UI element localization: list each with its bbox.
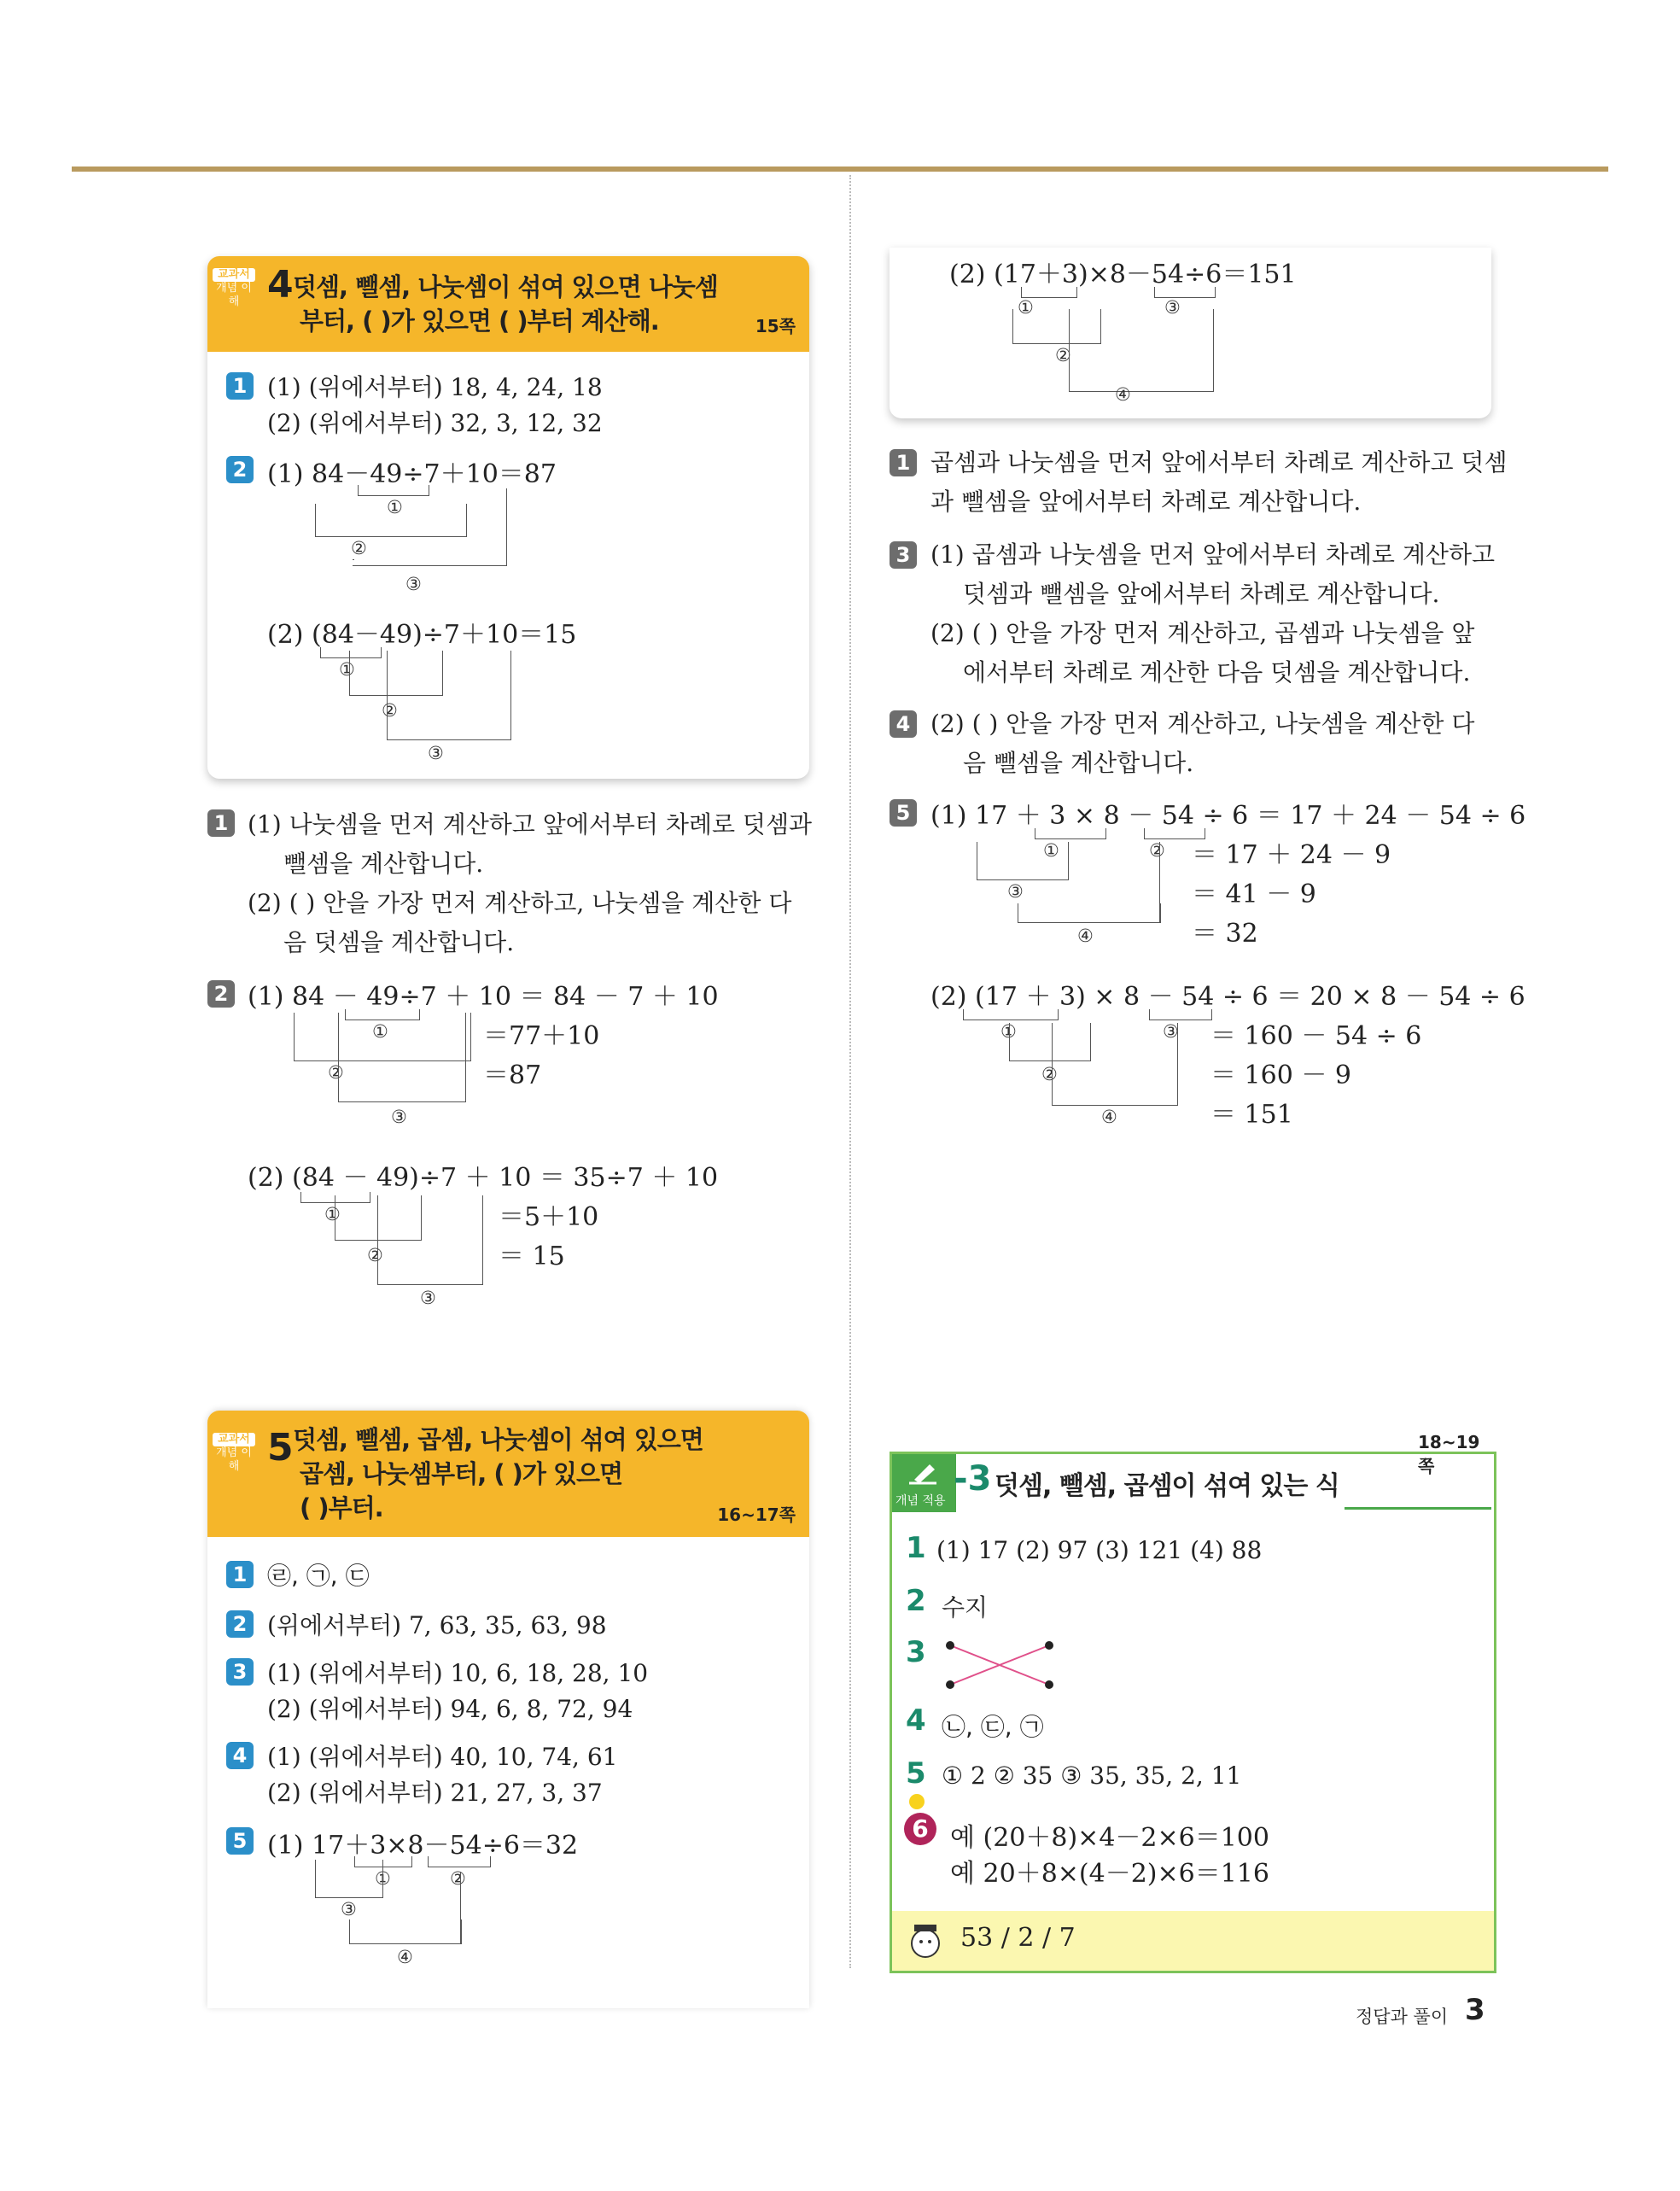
answer-number-4: 4 <box>906 1703 926 1738</box>
textbook-tag: 교과서 개념 이해 <box>213 268 255 309</box>
solution-badge-1: 1 <box>207 809 235 837</box>
order-2: ② <box>382 700 398 721</box>
concept-apply-box-3 <box>890 1432 1496 1973</box>
header-rule <box>72 167 1608 172</box>
section-title-line1: 덧셈, 뺄셈, 곱셈, 나눗셈이 섞여 있으면 <box>293 1425 703 1454</box>
number-badge-1: 1 <box>226 1561 254 1588</box>
order-2: ② <box>328 1062 344 1083</box>
order-3: ③ <box>428 743 444 763</box>
solution-badge-2: 2 <box>207 980 235 1008</box>
solution-5-5-expr1-step3: ＝ 41 － 9 <box>1192 879 1316 909</box>
order-3: ③ <box>391 1107 407 1127</box>
solution-4-1-line3: (2) ( ) 안을 가장 먼저 계산하고, 나눗셈을 계산한 다 <box>248 889 792 917</box>
title-underline <box>1345 1507 1491 1510</box>
apply-answer-2: 수지 <box>942 1593 989 1621</box>
mascot-icon <box>904 1919 947 1962</box>
order-1: ① <box>1018 297 1034 318</box>
solution-5-5-expr1-step2: ＝ 17 ＋ 24 － 9 <box>1192 840 1391 870</box>
section-number: 5 <box>267 1426 294 1469</box>
bonus-answer: 53 / 2 / 7 <box>960 1923 1076 1953</box>
order-4: ④ <box>1077 926 1094 946</box>
solution-5-4-line1: (2) ( ) 안을 가장 먼저 계산하고, 나눗셈을 계산한 다 <box>930 710 1475 738</box>
order-4: ④ <box>397 1947 413 1967</box>
order-1: ① <box>339 659 355 680</box>
solution-badge-5: 5 <box>890 799 917 827</box>
order-2: ② <box>1055 345 1071 365</box>
concept-box-5-continued <box>890 248 1491 418</box>
solution-4-2-expr1-step2: ＝77＋10 <box>483 1021 600 1051</box>
column-divider <box>849 175 851 1968</box>
order-bracket <box>460 1872 461 1943</box>
order-bracket <box>1149 1009 1212 1020</box>
order-1: ① <box>387 497 403 517</box>
smiley-icon <box>909 1794 925 1809</box>
order-bracket <box>1052 1023 1178 1106</box>
answer-3-line1: (1) (위에서부터) 10, 6, 18, 28, 10 <box>267 1659 649 1687</box>
order-bracket <box>1154 287 1216 298</box>
solution-4-2-expr1-step3: ＝87 <box>483 1060 542 1090</box>
order-1: ① <box>372 1021 388 1042</box>
order-2: ② <box>450 1868 466 1889</box>
solution-5-3-line1: (1) 곱셈과 나눗셈을 먼저 앞에서부터 차례로 계산하고 <box>930 540 1496 569</box>
section-title-line2: 부터, ( )가 있으면 ( )부터 계산해. <box>300 307 659 336</box>
section-number: -3 <box>954 1459 992 1499</box>
solution-4-2-expr1: (1) 84 － 49÷7 ＋ 10 ＝ 84 － 7 ＋ 10 <box>248 982 719 1012</box>
answer-1-line2: (2) (위에서부터) 32, 3, 12, 32 <box>267 409 603 437</box>
footer-label: 정답과 풀이 <box>1356 2007 1449 2027</box>
solution-4-2-expr2: (2) (84 － 49)÷7 ＋ 10 ＝ 35÷7 ＋ 10 <box>248 1163 719 1193</box>
order-bracket <box>353 488 507 566</box>
order-2: ② <box>1041 1064 1058 1084</box>
order-bracket <box>1069 309 1214 392</box>
solution-5-5-expr2-step4: ＝ 151 <box>1210 1100 1293 1130</box>
solution-badge-1: 1 <box>890 449 917 476</box>
bonus-answer-bar <box>892 1911 1494 1971</box>
answer-row-1 <box>226 371 254 400</box>
order-4: ④ <box>1101 1107 1117 1127</box>
order-bracket <box>1018 903 1161 923</box>
order-2: ② <box>1149 840 1165 861</box>
number-badge-3: 3 <box>226 1658 254 1686</box>
solution-4-1-line4: 음 덧셈을 계산합니다. <box>283 928 515 956</box>
order-bracket <box>428 1856 491 1867</box>
number-badge-2: 2 <box>226 456 254 483</box>
answer-number-6: 6 <box>904 1813 936 1845</box>
order-bracket <box>1144 828 1205 839</box>
solution-4-2-expr2-step2: ＝5＋10 <box>499 1202 599 1232</box>
order-3: ③ <box>1163 1021 1179 1042</box>
answer-5-expr2: (2) (17＋3)×8－54÷6＝151 <box>949 260 1297 289</box>
answer-5-expr1: (1) 17＋3×8－54÷6＝32 <box>267 1831 579 1861</box>
apply-answer-5: ① 2 ② 35 ③ 35, 35, 2, 11 <box>942 1762 1242 1790</box>
order-bracket <box>387 651 511 740</box>
order-1: ① <box>1043 840 1059 861</box>
concept-box-5-header <box>207 1411 809 1537</box>
answer-4-line2: (2) (위에서부터) 21, 27, 3, 37 <box>267 1779 603 1807</box>
apply-answer-6-line1: 예 (20＋8)×4－2×6＝100 <box>950 1823 1269 1853</box>
page-reference: 18~19쪽 <box>1418 1432 1480 1476</box>
order-bracket <box>1159 842 1160 922</box>
answer-2-expr2: (2) (84－49)÷7＋10＝15 <box>267 620 577 650</box>
order-3: ③ <box>1164 297 1181 318</box>
pen-hand-icon <box>892 1454 956 1488</box>
answer-number-5: 5 <box>906 1756 926 1791</box>
section-title-line2: 곱셈, 나눗셈부터, ( )가 있으면 <box>300 1459 623 1488</box>
section-title-line3: ( )부터. <box>300 1493 383 1522</box>
answer-number-2: 2 <box>906 1584 926 1618</box>
solution-5-5-expr2: (2) (17 ＋ 3) × 8 － 54 ÷ 6 ＝ 20 × 8 － 54 ÷ 6 <box>930 982 1525 1012</box>
solution-badge-3: 3 <box>890 541 917 569</box>
apply-answer-1: (1) 17 (2) 97 (3) 121 (4) 88 <box>936 1536 1263 1564</box>
answer-1: ㉣, ㉠, ㉢ <box>267 1562 370 1590</box>
number-badge-4: 4 <box>226 1742 254 1769</box>
solution-4-2-expr2-step3: ＝ 15 <box>499 1242 565 1271</box>
matching-lines <box>940 1635 1059 1695</box>
order-bracket <box>349 1919 462 1944</box>
answer-2-expr1: (1) 84－49÷7＋10＝87 <box>267 459 557 489</box>
order-2: ② <box>351 538 367 558</box>
order-bracket <box>963 1009 1059 1020</box>
answer-4-line1: (1) (위에서부터) 40, 10, 74, 61 <box>267 1743 618 1771</box>
solution-5-1-line1: 곱셈과 나눗셈을 먼저 앞에서부터 차례로 계산하고 덧셈 <box>930 448 1508 476</box>
solution-5-4-line2: 음 뺄셈을 계산합니다. <box>963 749 1194 777</box>
solution-5-5-expr2-step2: ＝ 160 － 54 ÷ 6 <box>1210 1021 1422 1051</box>
page-reference: 16~17쪽 <box>717 1504 796 1525</box>
order-bracket <box>338 1013 466 1102</box>
page-number: 3 <box>1465 1993 1485 2027</box>
number-badge-5: 5 <box>226 1827 254 1855</box>
order-bracket <box>353 559 354 560</box>
answer-number-1: 1 <box>906 1531 926 1565</box>
solution-5-3-line3: (2) ( ) 안을 가장 먼저 계산하고, 곱셈과 나눗셈을 앞 <box>930 619 1475 647</box>
concept-apply-label: 개념 적용 <box>895 1494 946 1508</box>
solution-5-1-line2: 과 뺄셈을 앞에서부터 차례로 계산합니다. <box>930 488 1362 516</box>
concept-box-4 <box>207 256 809 779</box>
number-badge-2: 2 <box>226 1610 254 1638</box>
solution-badge-4: 4 <box>890 710 917 738</box>
order-3: ③ <box>420 1288 436 1308</box>
order-2: ② <box>367 1245 383 1265</box>
solution-4-1-line2: 뺄셈을 계산합니다. <box>283 850 484 878</box>
order-1: ① <box>324 1204 341 1224</box>
order-1: ① <box>1000 1021 1017 1042</box>
solution-5-3-line2: 덧셈과 뺄셈을 앞에서부터 차례로 계산합니다. <box>963 580 1440 608</box>
order-3: ③ <box>1007 881 1024 902</box>
number-badge-1: 1 <box>226 372 254 400</box>
solution-5-5-expr2-step3: ＝ 160 － 9 <box>1210 1060 1351 1090</box>
concept-box-5 <box>207 1411 809 2008</box>
section-title: 덧셈, 뺄셈, 곱셈이 섞여 있는 식 <box>995 1471 1339 1501</box>
answer-number-3: 3 <box>906 1635 926 1669</box>
solution-5-3-line4: 에서부터 차례로 계산한 다음 덧셈을 계산합니다. <box>963 658 1471 687</box>
order-1: ① <box>375 1868 391 1889</box>
solution-5-5-expr1-step4: ＝ 32 <box>1192 919 1258 949</box>
answer-2: (위에서부터) 7, 63, 35, 63, 98 <box>267 1611 607 1639</box>
apply-answer-4: ㉡, ㉢, ㉠ <box>942 1713 1044 1741</box>
answer-1-line1: (1) (위에서부터) 18, 4, 24, 18 <box>267 373 603 401</box>
textbook-tag: 교과서 개념 이해 <box>213 1433 255 1474</box>
order-bracket <box>315 1860 383 1898</box>
section-title-line1: 덧셈, 뺄셈, 나눗셈이 섞여 있으면 나눗셈 <box>293 272 718 301</box>
order-bracket <box>977 842 1069 880</box>
concept-apply-tag <box>892 1454 956 1512</box>
concept-box-4-header <box>207 256 809 352</box>
order-3: ③ <box>405 574 422 594</box>
answer-3-line2: (2) (위에서부터) 94, 6, 8, 72, 94 <box>267 1695 633 1723</box>
section-number: 4 <box>267 263 294 307</box>
solution-5-5-expr1: (1) 17 ＋ 3 × 8 － 54 ÷ 6 ＝ 17 ＋ 24 － 54 ÷ 6 <box>930 801 1526 831</box>
order-bracket <box>377 1195 483 1285</box>
order-3: ③ <box>341 1899 357 1919</box>
page-reference: 15쪽 <box>755 316 796 336</box>
order-4: ④ <box>1115 384 1131 405</box>
solution-4-1-line1: (1) 나눗셈을 먼저 계산하고 앞에서부터 차례로 덧셈과 <box>248 810 813 838</box>
apply-answer-6-line2: 예 20＋8×(4－2)×6＝116 <box>950 1859 1269 1889</box>
order-bracket <box>1035 828 1106 839</box>
